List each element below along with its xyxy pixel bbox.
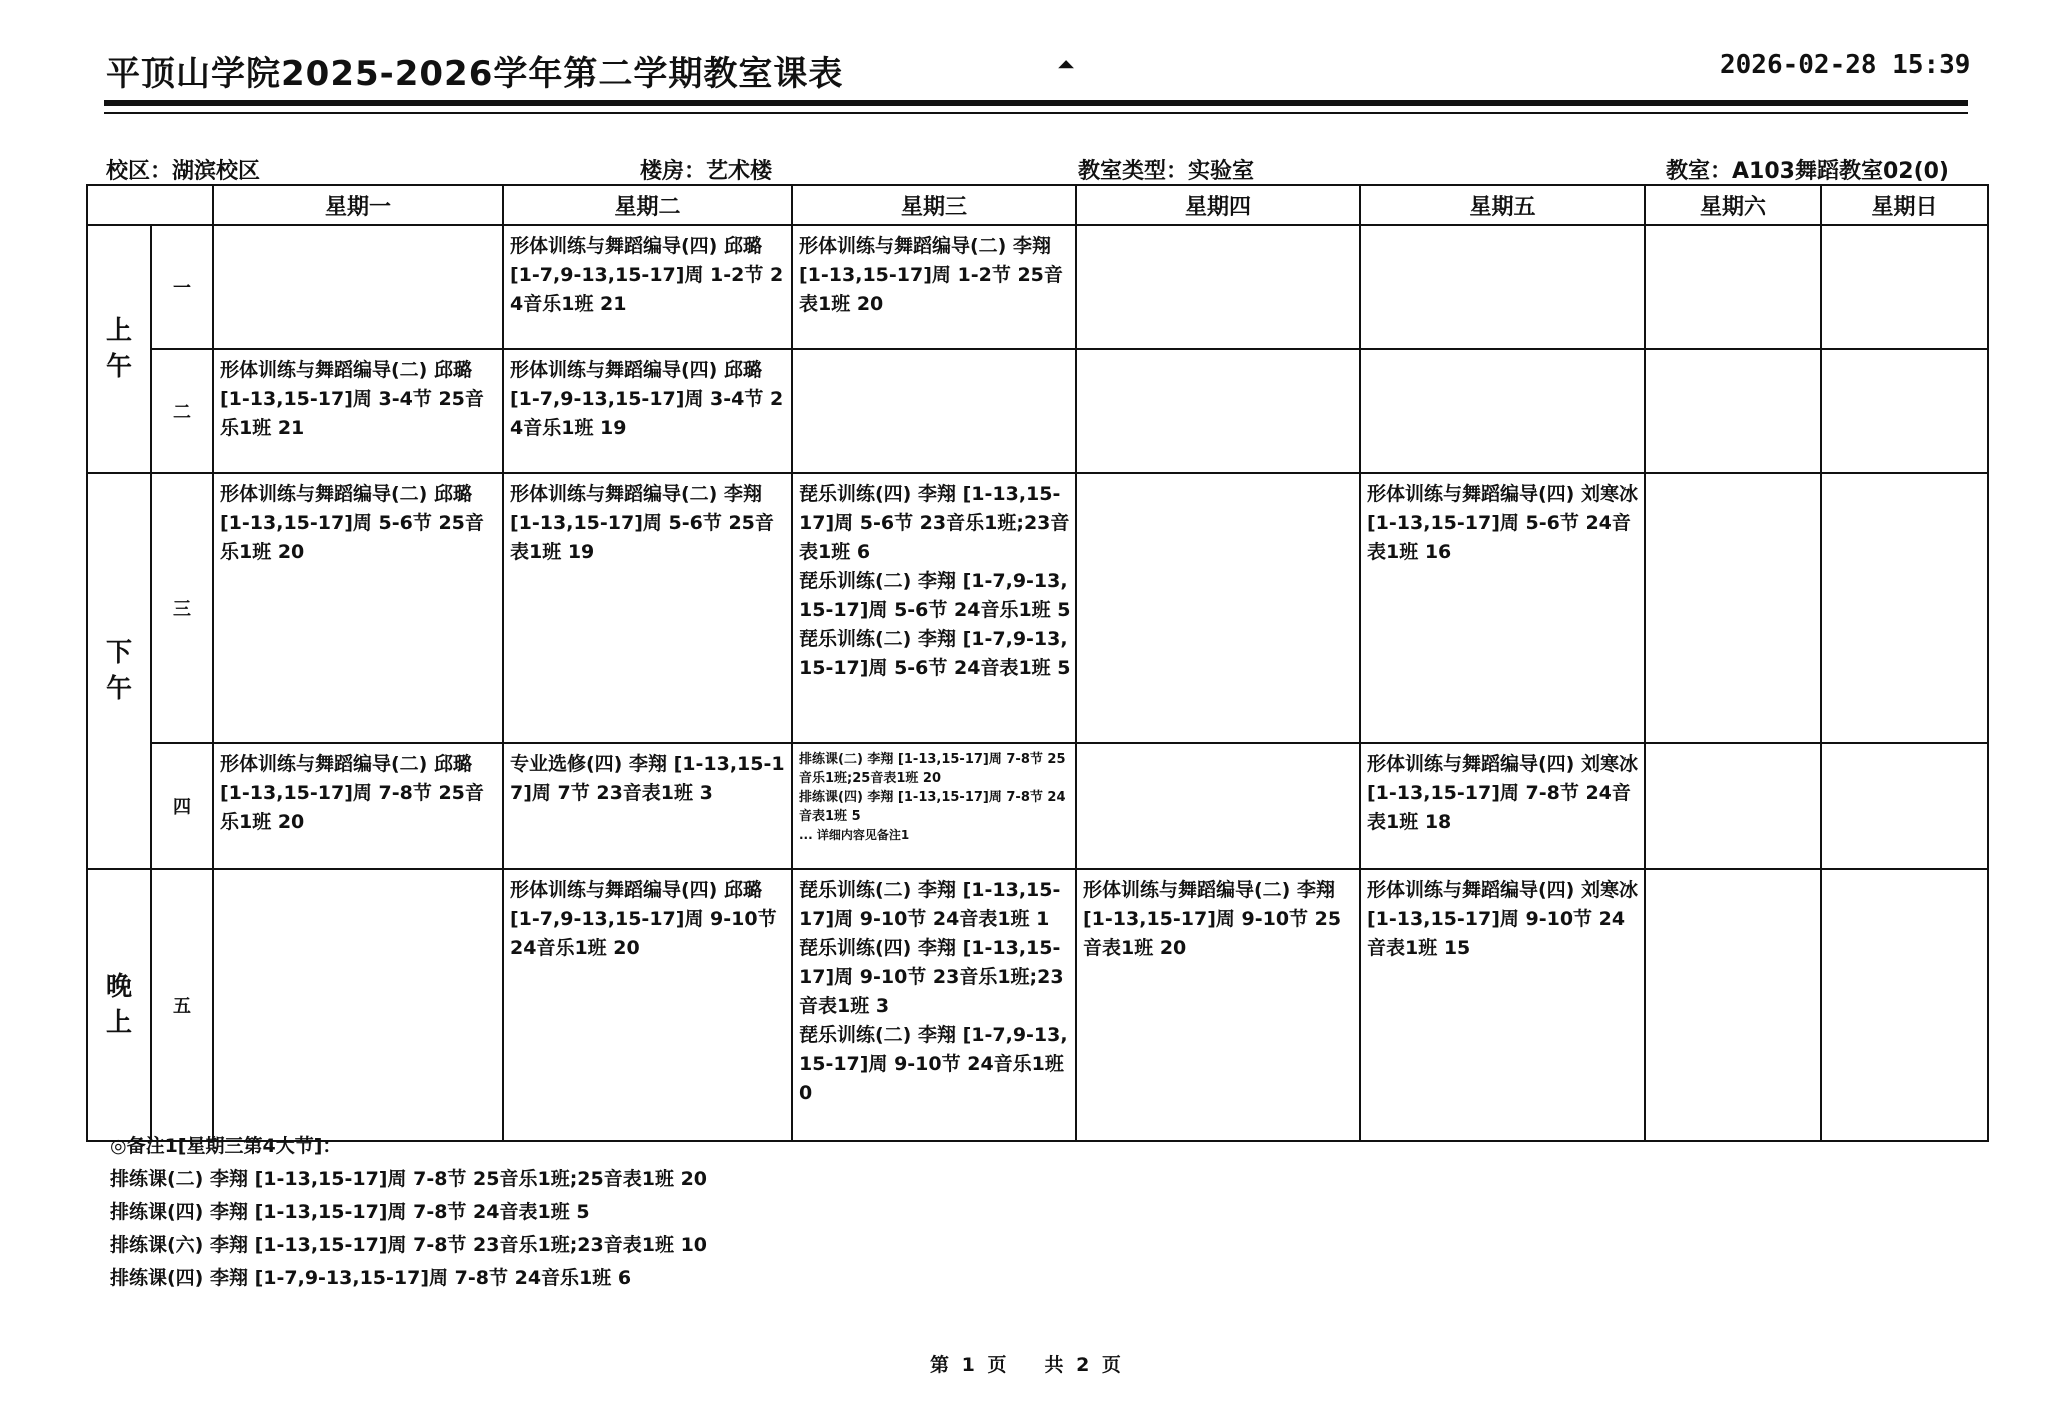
- table-row: [87, 869, 1988, 1141]
- day-header-wed: 星期三: [792, 185, 1076, 225]
- course-entry: 琵乐训练(四) 李翔 [1-13,15-17]周 5-6节 23音乐1班;23音表1班 6: [799, 483, 1070, 563]
- slot-label: 三: [151, 473, 213, 743]
- cell: [792, 743, 1076, 869]
- cell: [1360, 743, 1645, 869]
- meta-room-type: 教室类型：实验室: [1078, 159, 1255, 184]
- cell: [1360, 869, 1645, 1141]
- cell: [792, 473, 1076, 743]
- corner-cell: [87, 185, 213, 225]
- page-indicator: 第 1 页 共 2 页: [930, 1354, 1121, 1376]
- cell: [503, 225, 792, 349]
- course-entry: 形体训练与舞蹈编导(四) 刘寒冰 [1-13,15-17]周 9-10节 24音表1班 15: [1367, 879, 1638, 959]
- meta-room: 教室：A103舞蹈教室02(0): [1666, 159, 1949, 184]
- slot-label: 二: [151, 349, 213, 473]
- cell: [1821, 743, 1988, 869]
- course-entry: 排练课(四) 李翔 [1-13,15-17]周 7-8节 24音表1班 5: [799, 790, 1066, 824]
- cell: [1360, 349, 1645, 473]
- cell: [1076, 743, 1360, 869]
- period-evening: 晚 上: [87, 869, 151, 1141]
- course-entry: 形体训练与舞蹈编导(二) 邱璐 [1-13,15-17]周 3-4节 25音乐1班 21: [220, 359, 484, 439]
- course-entry: 形体训练与舞蹈编导(二) 邱璐 [1-13,15-17]周 7-8节 25音乐1班 20: [220, 753, 484, 833]
- cell: [503, 349, 792, 473]
- remark-item: 排练课(四) 李翔 [1-7,9-13,15-17]周 7-8节 24音乐1班 6: [110, 1267, 632, 1289]
- page-title: 平顶山学院2025-2026学年第二学期教室课表: [106, 54, 844, 94]
- cell: [503, 473, 792, 743]
- day-header-mon: 星期一: [213, 185, 503, 225]
- print-datetime: 2026-02-28 15:39: [1720, 50, 1971, 80]
- cell: [503, 743, 792, 869]
- remark-item: 排练课(二) 李翔 [1-13,15-17]周 7-8节 25音乐1班;25音表1班 20: [110, 1168, 708, 1190]
- table-row: [87, 743, 1988, 869]
- day-header-sun: 星期日: [1821, 185, 1988, 225]
- day-header-tue: 星期二: [503, 185, 792, 225]
- course-entry: 形体训练与舞蹈编导(四) 邱璐 [1-7,9-13,15-17]周 9-10节 24音乐1班 20: [510, 879, 777, 959]
- period-morning: 上 午: [87, 225, 151, 473]
- table-row: [87, 225, 1988, 349]
- cell: [1821, 349, 1988, 473]
- remark-item: 排练课(四) 李翔 [1-13,15-17]周 7-8节 24音表1班 5: [110, 1201, 590, 1223]
- cell: [1645, 743, 1821, 869]
- course-entry: 排练课(二) 李翔 [1-13,15-17]周 7-8节 25音乐1班;25音表1班 20: [799, 752, 1066, 786]
- cell: [213, 473, 503, 743]
- cell: [1821, 225, 1988, 349]
- caret-up-icon: ⏶: [1058, 52, 1074, 76]
- course-entry: 琵乐训练(四) 李翔 [1-13,15-17]周 9-10节 23音乐1班;23音表1班 3: [799, 937, 1064, 1017]
- cell: [213, 869, 503, 1141]
- course-entry: 琵乐训练(二) 李翔 [1-13,15-17]周 9-10节 24音表1班 1: [799, 879, 1061, 930]
- cell: [792, 349, 1076, 473]
- course-entry: 形体训练与舞蹈编导(二) 邱璐 [1-13,15-17]周 5-6节 25音乐1班 20: [220, 483, 484, 563]
- cell: [1360, 473, 1645, 743]
- day-header-thu: 星期四: [1076, 185, 1360, 225]
- cell: [1360, 225, 1645, 349]
- remarks-section: [110, 1130, 707, 1295]
- day-header-fri: 星期五: [1360, 185, 1645, 225]
- table-row: [87, 349, 1988, 473]
- course-entry: 形体训练与舞蹈编导(二) 李翔 [1-13,15-17]周 1-2节 25音表1班 20: [799, 235, 1063, 315]
- slot-label: 四: [151, 743, 213, 869]
- cell: [792, 869, 1076, 1141]
- cell: [792, 225, 1076, 349]
- period-afternoon: 下 午: [87, 473, 151, 869]
- course-entry: 形体训练与舞蹈编导(四) 刘寒冰 [1-13,15-17]周 5-6节 24音表1班 16: [1367, 483, 1638, 563]
- cell: [1076, 225, 1360, 349]
- meta-campus: 校区：湖滨校区: [106, 159, 261, 184]
- cell: [1076, 473, 1360, 743]
- course-entry: 琵乐训练(二) 李翔 [1-7,9-13,15-17]周 5-6节 24音表1班 5: [799, 628, 1071, 679]
- header-rule-thick: [104, 100, 1968, 106]
- remark-item: 排练课(六) 李翔 [1-13,15-17]周 7-8节 23音乐1班;23音表1班 10: [110, 1234, 708, 1256]
- course-entry: ... 详细内容见备注1: [799, 828, 910, 842]
- course-entry: 专业选修(四) 李翔 [1-13,15-17]周 7节 23音表1班 3: [510, 753, 785, 804]
- cell: [1645, 869, 1821, 1141]
- meta-building: 楼房：艺术楼: [640, 159, 773, 184]
- header-rule-thin: [104, 112, 1968, 114]
- timetable: [86, 184, 1989, 1142]
- course-entry: 琵乐训练(二) 李翔 [1-7,9-13,15-17]周 5-6节 24音乐1班 5: [799, 570, 1071, 621]
- cell: [1821, 869, 1988, 1141]
- cell: [503, 869, 792, 1141]
- cell: [213, 743, 503, 869]
- cell: [1821, 473, 1988, 743]
- day-header-sat: 星期六: [1645, 185, 1821, 225]
- header-row: [87, 185, 1988, 225]
- cell: [1645, 225, 1821, 349]
- cell: [1076, 869, 1360, 1141]
- course-entry: 琵乐训练(二) 李翔 [1-7,9-13,15-17]周 9-10节 24音乐1班 0: [799, 1024, 1068, 1104]
- slot-label: 五: [151, 869, 213, 1141]
- cell: [1645, 473, 1821, 743]
- table-row: [87, 473, 1988, 743]
- slot-label: 一: [151, 225, 213, 349]
- course-entry: 形体训练与舞蹈编导(二) 李翔 [1-13,15-17]周 5-6节 25音表1班 19: [510, 483, 774, 563]
- course-entry: 形体训练与舞蹈编导(四) 刘寒冰 [1-13,15-17]周 7-8节 24音表1班 18: [1367, 753, 1638, 833]
- cell: [213, 349, 503, 473]
- course-entry: 形体训练与舞蹈编导(二) 李翔 [1-13,15-17]周 9-10节 25音表1班 20: [1083, 879, 1342, 959]
- cell: [1645, 349, 1821, 473]
- course-entry: 形体训练与舞蹈编导(四) 邱璐 [1-7,9-13,15-17]周 1-2节 24音乐1班 21: [510, 235, 784, 315]
- remarks-heading: ◎备注1[星期三第4大节]：: [110, 1135, 342, 1157]
- cell: [1076, 349, 1360, 473]
- course-entry: 形体训练与舞蹈编导(四) 邱璐 [1-7,9-13,15-17]周 3-4节 24音乐1班 19: [510, 359, 784, 439]
- cell: [213, 225, 503, 349]
